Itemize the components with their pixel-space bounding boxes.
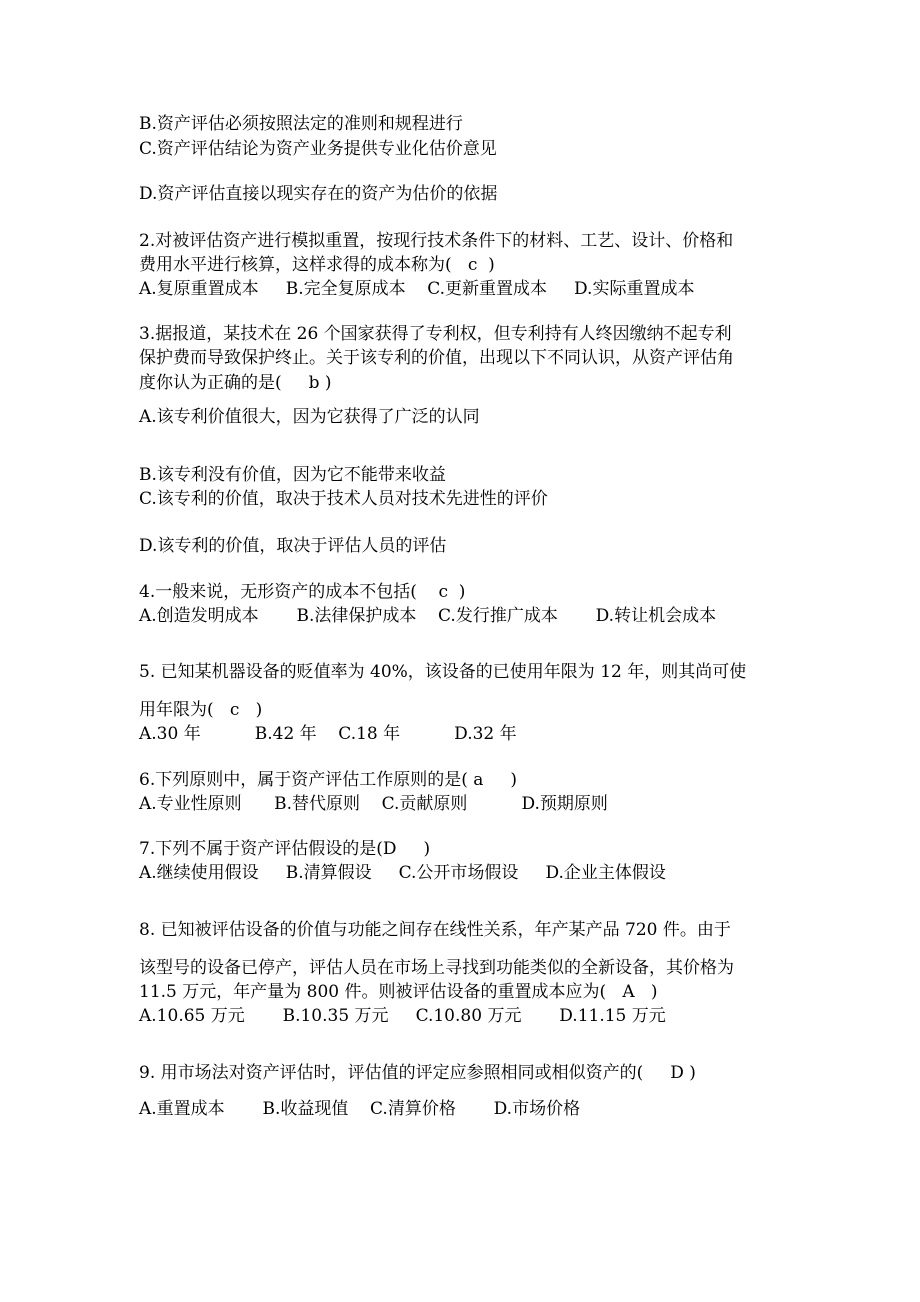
option-c-q1: C.资产评估结论为资产业务提供专业化估价意见 (139, 139, 497, 159)
question-6-options: A.专业性原则 B.替代原则 C.贡献原则 D.预期原则 (139, 794, 608, 814)
question-4: 4.一般来说，无形资产的成本不包括( c ) (139, 582, 466, 602)
option-d-q3: D.该专利的价值，取决于评估人员的评估 (139, 536, 447, 556)
question-6: 6.下列原则中，属于资产评估工作原则的是( a ) (139, 770, 518, 790)
question-5-line-2: 用年限为( c ) (139, 700, 263, 720)
option-a-q3: A.该专利价值很大，因为它获得了广泛的认同 (139, 407, 480, 427)
question-8-line-3: 11.5 万元，年产量为 800 件。则被评估设备的重置成本应为( A ) (139, 982, 658, 1002)
question-5-options: A.30 年 B.42 年 C.18 年 D.32 年 (139, 724, 517, 744)
question-2-options: A.复原重置成本 B.完全复原成本 C.更新重置成本 D.实际重置成本 (139, 279, 695, 299)
question-4-options: A.创造发明成本 B.法律保护成本 C.发行推广成本 D.转让机会成本 (139, 606, 717, 626)
question-5-line-1: 5. 已知某机器设备的贬值率为 40%，该设备的已使用年限为 12 年，则其尚可使 (139, 662, 747, 682)
question-3-line-3: 度你认为正确的是( b ) (139, 373, 332, 393)
option-d-q1: D.资产评估直接以现实存在的资产为估价的依据 (139, 184, 498, 204)
option-b-q3: B.该专利没有价值，因为它不能带来收益 (139, 465, 446, 485)
question-7: 7.下列不属于资产评估假设的是(D ) (139, 839, 431, 859)
question-2-line-1: 2.对被评估资产进行模拟重置，按现行技术条件下的材料、工艺、设计、价格和 (139, 231, 734, 251)
question-8-line-1: 8. 已知被评估设备的价值与功能之间存在线性关系，年产某产品 720 件。由于 (139, 920, 731, 940)
option-c-q3: C.该专利的价值，取决于技术人员对技术先进性的评价 (139, 489, 548, 509)
question-8-options: A.10.65 万元 B.10.35 万元 C.10.80 万元 D.11.15 万元 (139, 1006, 666, 1026)
question-9-options: A.重置成本 B.收益现值 C.清算价格 D.市场价格 (139, 1099, 581, 1119)
question-7-options: A.继续使用假设 B.清算假设 C.公开市场假设 D.企业主体假设 (139, 863, 666, 883)
option-b-q1: B.资产评估必须按照法定的准则和规程进行 (139, 114, 463, 134)
question-8-line-2: 该型号的设备已停产，评估人员在市场上寻找到功能类似的全新设备，其价格为 (139, 958, 734, 978)
question-3-line-1: 3.据报道，某技术在 26 个国家获得了专利权，但专利持有人终因缴纳不起专利 (139, 324, 732, 344)
question-9: 9. 用市场法对资产评估时，评估值的评定应参照相同或相似资产的( D ) (139, 1063, 696, 1083)
question-3-line-2: 保护费而导致保护终止。关于该专利的价值，出现以下不同认识，从资产评估角 (139, 348, 734, 368)
question-2-line-2: 费用水平进行核算，这样求得的成本称为( c ) (139, 255, 495, 275)
